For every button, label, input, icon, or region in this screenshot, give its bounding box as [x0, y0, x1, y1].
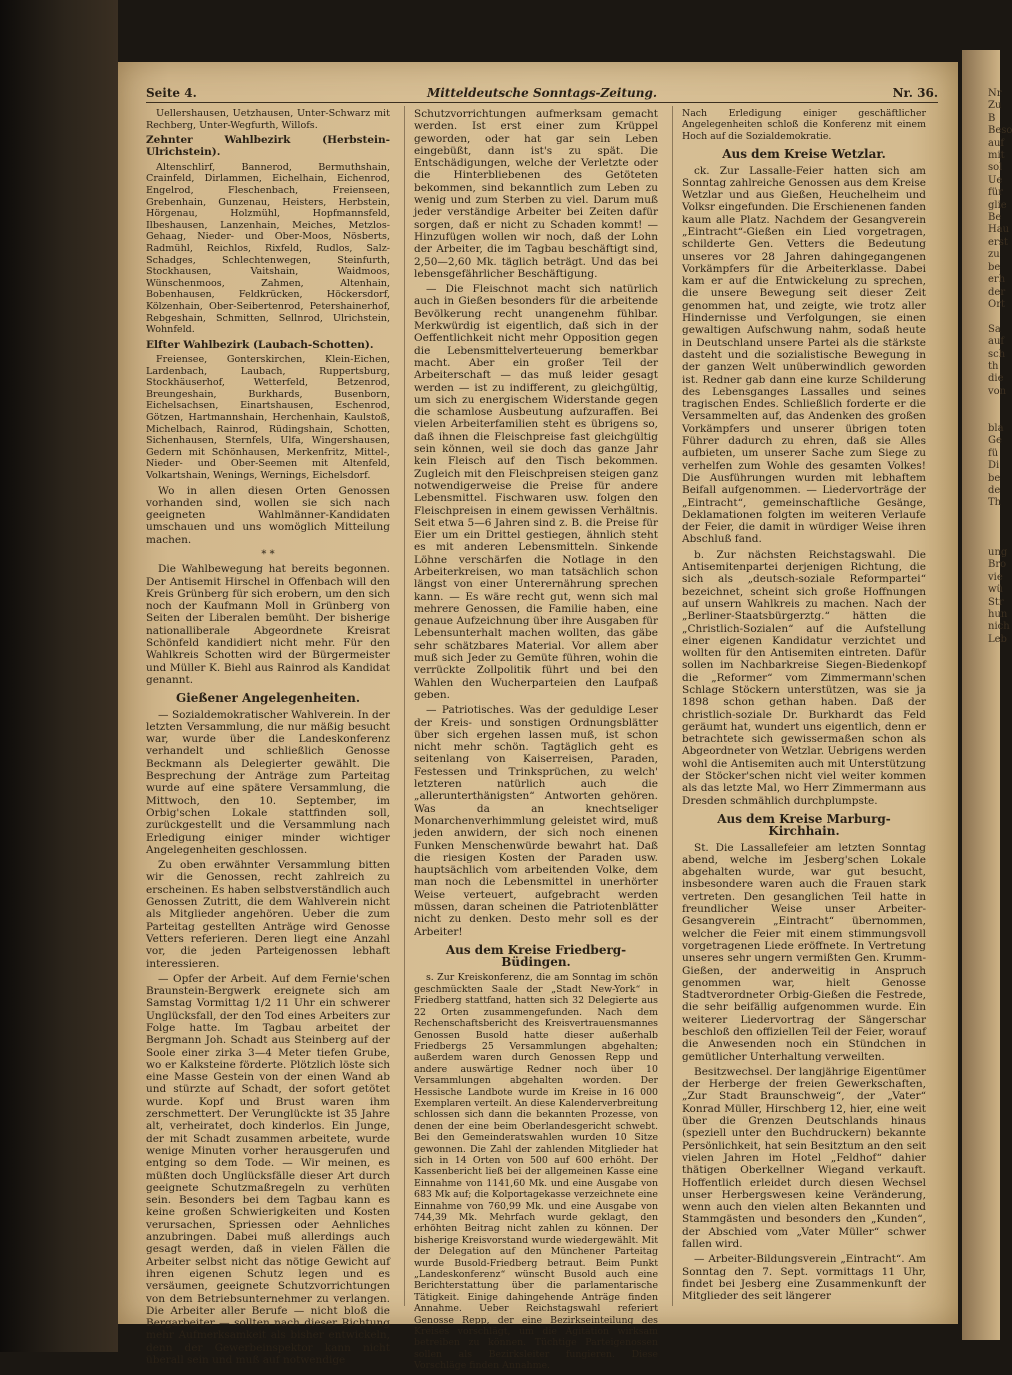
facing-page-edge: [962, 50, 1012, 1340]
paragraph: Zu oben erwähnter Versammlung bitten wir die Genossen, recht zahlreich zu erscheinen. Es haben selbstverständlich auch Genossen Zutritt, die dem Wahlverein nicht als Mitglieder angehören. Ueber die zum Parteitag gestellten Anträge wird Genosse Vetters referieren. Deren liegt eine Anzahl vor, die jeden Parteigenossen lebhaft interessieren.: [146, 859, 390, 970]
section-heading: Gießener Angelegenheiten.: [175, 691, 361, 706]
paragraph: — Opfer der Arbeit. Auf dem Fernie'schen Braunstein-Bergwerk ereignete sich am Samstag Vormittag 1/2 11 Uhr ein schwerer Unglücksfall, der den Tod eines Arbeiters zur Folge hatte. Im Tagbau arbeitet der Bergmann Joh. Schadt aus Steinberg auf der Soole einer zirka 3—4 Meter tiefen Grube, wo er Kalksteine förderte. Plötzlich löste sich eine Masse Gestein von der einen Wand ab und stürzte auf Schadt, der sofort getötet wurde. Kopf und Brust waren ihm zerschmettert. Der Verunglückte ist 35 Jahre alt, verheiratet, doch kinderlos. Ein Junge, der mit Schadt zusammen arbeitete, wurde wenige Minuten vorher herausgerufen und entging so dem Tode. — Wir meinen, es müßten doch Unglücksfälle dieser Art durch geeignete Schutzmaßregeln zu verhüten sein. Besonders bei dem Tagbau kann es keine großen Schwierigkeiten und Kosten verursachen, Spriessen oder Aehnliches anzubringen. Dabei muß allerdings auch gesagt werden, daß in vielen Fällen die Arbeiter selbst nicht das nötige Gewicht auf ihren eigenen Schutz legen und es versäumen, geeignete Schutzvorrichtungen von dem Betriebsunternehmer zu verlangen. Die Arbeiter aller Berufe — nicht bloß die Bergarbeiter — sollten nach dieser Richtung mehr Aufmerksamkeit als bisher entwickeln, denn der Gewerbeinspektor kann nicht überall sein und muß auf notwendige: [146, 972, 390, 1366]
paragraph: Wo in allen diesen Orten Genossen vorhanden sind, wollen sie sich nach geeigneten Wahlmänner-Kandidaten umschauen und uns womöglich Mitteilung machen.: [146, 484, 390, 546]
page-header: [146, 84, 938, 103]
facing-page-text: Nr Zu B Beso auf mit sol Ue für glie Be Hau erst zu be erh der Ort Sa auf sch th die von bla Ge fü Di be de Th ung Bro vie wü Str hun nich Leb: [988, 88, 1012, 645]
district-heading: Elfter Wahlbezirk (Laubach-Schotten).: [146, 338, 374, 351]
paragraph: Die Wahlbewegung hat bereits begonnen. Der Antisemit Hirschel in Offenbach will den Kreis Grünberg für sich erobern, um den sich noch der Kaufmann Moll in Grünberg von Seiten der Liberalen bemüht. Der bisherige nationalliberale Abgeordnete Kreisrat Schönfeld kandidiert nicht mehr. Für den Wahlkreis Schotten wird der Bürgermeister und Müller K. Biehl aus Rainrod als Kandidat genannt.: [146, 563, 390, 686]
paragraph: — Patriotisches. Was der geduldige Leser der Kreis- und sonstigen Ordnungsblätter über sich ergehen lassen muß, ist schon nicht mehr schön. Tagtäglich geht es seitenlang von Kaiserreisen, Paraden, Festessen und Trinksprüchen, zu welch' letzteren natürlich auch die „allerunterthänigsten“ Antworten gehören. Was da an knechtseliger Monarchenverhimmlung geleistet wird, muß jeden anwidern, der sich noch einenen Funken Menschenwürde bewahrt hat. Daß die riesigen Kosten der Paraden usw. hauptsächlich vom arbeitenden Volke, dem man noch die Lebensmittel in unerhörter Weise verteuert, aufgebracht werden müssen, daran scheinen die Patriotenblätter nicht zu denken. Desto mehr soll es der Arbeiter!: [414, 704, 658, 938]
paragraph: Nach Erledigung einiger geschäftlicher Angelegenheiten schloß die Konferenz mit einem Hoch auf die Sozialdemokratie.: [682, 108, 926, 142]
place-list: Altenschlirf, Bannerod, Bermuthshain, Crainfeld, Dirlammen, Eichelhain, Eichenrod, Engelrod, Fleschenbach, Freienseen, Grebenhain, Gunzenau, Heisters, Herbstein, Hörgenau, Holzmühl, Hopfmannsfeld, Ilbeshausen, Lanzenhain, Meiches, Metzlos-Gehaag, Nieder- und Ober-Moos, Nösberts, Radmühl, Reichlos, Rixfeld, Rudlos, Salz-Schadges, Schlechtenwegen, Steinfurth, Stockhausen, Vaitshain, Waidmoos, Wünschenmoos, Zahmen, Altenhain, Bobenhausen, Feldkrücken, Höckersdorf, Kölzenhain, Ober-Seibertenrod, Petershainerhof, Rebgeshain, Schmitten, Sellnrod, Ulrichstein, Wohnfeld.: [146, 161, 390, 336]
column-2: [414, 108, 658, 1375]
paragraph: s. Zur Kreiskonferenz, die am Sonntag im schön geschmückten Saale der „Stadt New-York“ in Friedberg stattfand, hatten sich 32 Delegierte aus 22 Orten zusammengefunden. Nach dem Rechenschaftsbericht des Kreisvertrauensmannes Genossen Busold hatte dieser außerhalb Friedbergs 25 Versammlungen abgehalten; außerdem waren durch Genossen Repp und andere auswärtige Redner noch über 10 Versammlungen abgehalten worden. Der Hessische Landbote wurde im Kreise in 16 000 Exemplaren verteilt. An diese Kalenderverbreitung schlossen sich dann die bekannten Prozesse, von denen der eine beim Oberlandesgericht schwebt. Bei den Gemeinderatswahlen wurden 10 Sitze gewonnen. Die Zahl der zahlenden Mitglieder hat sich in 14 Orten von 500 auf 600 erhöht. Der Kassenbericht ließ bei der allgemeinen Kasse eine Einnahme von 1141,60 Mk. und eine Ausgabe von 683 Mk auf; die Kolportagekasse verzeichnete eine Einnahme von 760,99 Mk. und eine Ausgabe von 744,39 Mk. Mehrfach wurde geklagt, den erhöhten Beitrag nicht zahlen zu können. Der bisherige Kreisvorstand wurde wiedergewählt. Mit der Delegation auf den Münchener Parteitag wurde Busold-Friedberg betraut. Beim Punkt „Landeskonferenz“ wünscht Busold auch eine Berichterstattung über die parlamentarische Tätigkeit. Einige dahingehende Anträge finden Annahme. Ueber Reichstagswahl referiert Genosse Repp, der eine Bezirkseinteilung des Kreises vorschlägt, um die Agitation wirksam betreiben zu können. Tüchtige Parteigenossen sollen als Bezirksleiter fungieren. Diese Vorschläge finden Annahme.: [414, 972, 658, 1372]
column-rule: [404, 106, 405, 1306]
paragraph: — Sozialdemokratischer Wahlverein. In der letzten Versammlung, die nur mäßig besucht war, wurde über die Landeskonferenz verhandelt und schließlich Genosse Beckmann als Delegierter gewählt. Die Besprechung der Anträge zum Parteitag wurde auf eine spätere Versammlung, die Mittwoch, den 10. September, im Orbig'schen Lokale stattfinden soll, zurückgestellt und die Versammlung nach Erledigung einiger minder wichtiger Angelegenheiten geschlossen.: [146, 708, 390, 856]
district-heading: Zehnter Wahlbezirk (Herbstein-Ulrichstein).: [146, 134, 390, 159]
place-list: Freiensee, Gonterskirchen, Klein-Eichen, Lardenbach, Laubach, Ruppertsburg, Stockhäuserhof, Wetterfeld, Betzenrod, Breungeshain, Burkhards, Busenborn, Eichelsachsen, Einartshausen, Eschenrod, Götzen, Hartmannshain, Herchenhain, Kaulstoß, Michelbach, Rainrod, Rüdingshain, Schotten, Sichenhausen, Sternfels, Ulfa, Wingershausen, Gedern mit Schönhausen, Merkenfritz, Mittel-, Nieder- und Ober-Seemen mit Altenfeld, Volkartshain, Wenings, Wernings, Eichelsdorf.: [146, 353, 390, 481]
paragraph: ck. Zur Lassalle-Feier hatten sich am Sonntag zahlreiche Genossen aus dem Kreise Wetzlar und aus Gießen, Heuchelheim und Volksr eingefunden. Die Erschienenen fanden kaum alle Platz. Nachdem der Gesangverein „Eintracht“-Gießen ein Lied vorgetragen, schilderte Gen. Vetters die Bedeutung unseres vor 28 Jahren dahingegangenen Vorkämpfers für die Arbeiterklasse. Dabei kam er auf die Entwickelung zu sprechen, die unsere Bewegung seit dieser Zeit genommen hat, und zeigte, wie trotz aller Hindernisse und Verfolgungen, sie einen gewaltigen Aufschwung nahm, sodaß heute in Deutschland unsere Partei als die stärkste dasteht und die sozialistische Bewegung in der ganzen Welt unüberwindlich geworden ist. Redner gab dann eine kurze Schilderung des Lebensganges Lassalles und seines tragischen Endes. Schließlich forderte er die Versammelten auf, das Andenken des großen Vorkämpfers und unserer übrigen toten Führer dadurch zu ehren, daß sie Alles aufbieten, um unserer Sache zum Siege zu verhelfen zum Wohle des gesamten Volkes! Die Ausführungen wurden mit lebhaftem Beifall aufgenommen. — Liedervorträge der „Eintracht“, gemeinschaftliche Gesänge, Deklamationen folgten im weiteren Verlaufe der Feier, die damit in würdiger Weise ihren Abschluß fand.: [682, 164, 926, 546]
paragraph: — Die Fleischnot macht sich natürlich auch in Gießen besonders für die arbeitende Bevölkerung recht unangenehm fühlbar. Merkwürdig ist eigentlich, daß sich in der Oeffentlichkeit nicht mehr Opposition gegen die Lebensmittelverteuerung bemerkbar macht. Aber ein großer Teil der Arbeiterschaft — das muß leider gesagt werden — ist zu indifferent, zu gleichgültig, um sich zu energischem Widerstande gegen die schamlose Ausbeutung aufzuraffen. Bei vielen Arbeiterfamilien steht es übrigens so, daß ihnen die Fleischpreise fast gleichgültig sein können, weil sie doch das ganze Jahr kein Fleisch auf den Tisch bekommen. Zugleich mit den Fleischpreisen steigen ganz notwendigerweise die Preise für andere Lebensmittel. Fischwaren usw. folgen den Fleischpreisen in einem gewissen Verhältnis. Seit etwa 5—6 Jahren sind z. B. die Preise für Eier um ein Drittel gestiegen, ähnlich steht es mit anderen Lebensmitteln. Sinkende Löhne verschärfen die Notlage in den Arbeiterkreisen, wo man tatsächlich schon längst von einer Unterernährung sprechen kann. — Es wäre recht gut, wenn sich mal mehrere Genossen, die Familie haben, eine genaue Aufzeichnung über ihre Ausgaben für Lebensunterhalt machen wollten, das gäbe sehr schätzbares Material. Vor allem aber muß sich Jeder zu Gemüte führen, wohin die verrückte Zollpolitik führt und bei den Wahlen den Wucherparteien den Laufpaß geben.: [414, 283, 658, 701]
column-1: [146, 108, 390, 1369]
column-3: [682, 108, 926, 1306]
column-rule: [672, 106, 673, 1306]
paragraph: — Arbeiter-Bildungsverein „Eintracht“. Am Sonntag den 7. Sept. vormittags 11 Uhr, findet bei Jesberg eine Zusammenkunft der Mitglieder des seit längerer: [682, 1253, 926, 1303]
paragraph: b. Zur nächsten Reichstagswahl. Die Antisemitenpartei derjenigen Richtung, die sich als „deutsch-soziale Reformpartei“ bezeichnet, scheint sich große Hoffnungen auf unsern Wahlkreis zu machen. Nach der „Berliner-Staatsbürgerztg.“ hätten die „Christlich-Sozialen“ auf die Aufstellung einer eigenen Kandidatur verzichtet und wollten für den Antisemiten eintreten. Dafür sollen im Nachbarkreise Siegen-Biedenkopf die „Reformer“ vom Zimmermann'schen Schlage Stöckern unterstützen, was sie ja 1898 schon gethan haben. Daß der christlich-soziale Dr. Burkhardt das Feld geräumt hat, wundert uns eigentlich, denn er betrachtete sich gewissermaßen schon als Abgeordneter von Wetzlar. Uebrigens werden wohl die Antisemiten auch mit Unterstützung der Stöcker'schen nicht viel weiter kommen als das letzte Mal, wo Herr Zimmermann aus Dresden schmählich durchplumpste.: [682, 548, 926, 807]
place-list: Uellershausen, Uetzhausen, Unter-Schwarz mit Rechberg, Unter-Wegfurth, Willofs.: [146, 108, 390, 131]
section-heading: Aus dem Kreise Friedberg-Büdingen.: [445, 942, 627, 970]
section-heading: Aus dem Kreise Wetzlar.: [722, 147, 886, 162]
section-heading: Aus dem Kreise Marburg-Kirchhain.: [717, 811, 891, 839]
masthead-title: Mitteldeutsche Sonntags-Zeitung.: [426, 86, 658, 100]
issue-number: Nr. 36.: [892, 86, 938, 100]
paragraph: Besitzwechsel. Der langjährige Eigentümer der Herberge der freien Gewerkschaften, „Zur Stadt Braunschweig“, der „Vater“ Konrad Müller, Hirschberg 12, hier, eine weit über die Grenzen Deutschlands hinaus (speziell unter den Buchdruckern) bekannte Persönlichkeit, hat sein Besitztum an den seit vielen Jahren im Hotel „Feldhof“ dahier thätigen Oberkellner Wiegand verkauft. Hoffentlich erleidet durch diesen Wechsel unser Herbergswesen keine Veränderung, wenn auch den vielen alten Bekannten und Stammgästen und besonders den „Kunden“, der Abschied vom „Vater Müller“ schwer fallen wird.: [682, 1065, 926, 1251]
newspaper-page: [118, 62, 958, 1372]
paragraph: St. Die Lassallefeier am letzten Sonntag abend, welche im Jesberg'schen Lokale abgehalten wurde, war gut besucht, insbesondere waren auch die Frauen stark vertreten. Den gesanglichen Teil hatte in freundlicher Weise unser Arbeiter-Gesangverein „Eintracht“ übernommen, welcher die Feier mit einem stimmungsvoll vorgetragenen Liede eröffnete. In Vertretung unseres sehr ungern vermißten Gen. Krumm-Gießen, der anderweitig in Anspruch genommen war, hielt Genosse Stadtverordneter Orbig-Gießen die Festrede, die sehr beifällig aufgenommen wurde. Ein weiterer Liedervortrag der Sängerschar beschloß den offiziellen Teil der Feier, worauf die Anwesenden noch ein Stündchen in gemütlicher Unterhaltung verweilten.: [682, 841, 926, 1063]
page-number: Seite 4.: [146, 86, 197, 100]
section-divider: * *: [261, 549, 275, 560]
paragraph: Schutzvorrichtungen aufmerksam gemacht werden. Ist erst einer zum Krüppel geworden, oder hat gar sein Leben eingebüßt, dann ist's zu spät. Die Entschädigungen, welche der Verletzte oder die Hinterbliebenen des Getöteten bekommen, sind bekanntlich zum Leben zu wenig und zum Sterben zu viel. Darum muß jeder verständige Arbeiter bei Zeiten dafür sorgen, daß er nicht zu Schaden kommt! — Hinzufügen wollen wir noch, daß der Lohn der Arbeiter, die im Tagbau beschäftigt sind, 2,50—2,60 Mk. täglich beträgt. Und das bei lebensgefährlicher Beschäftigung.: [414, 108, 658, 280]
book-spine: [0, 0, 118, 1352]
